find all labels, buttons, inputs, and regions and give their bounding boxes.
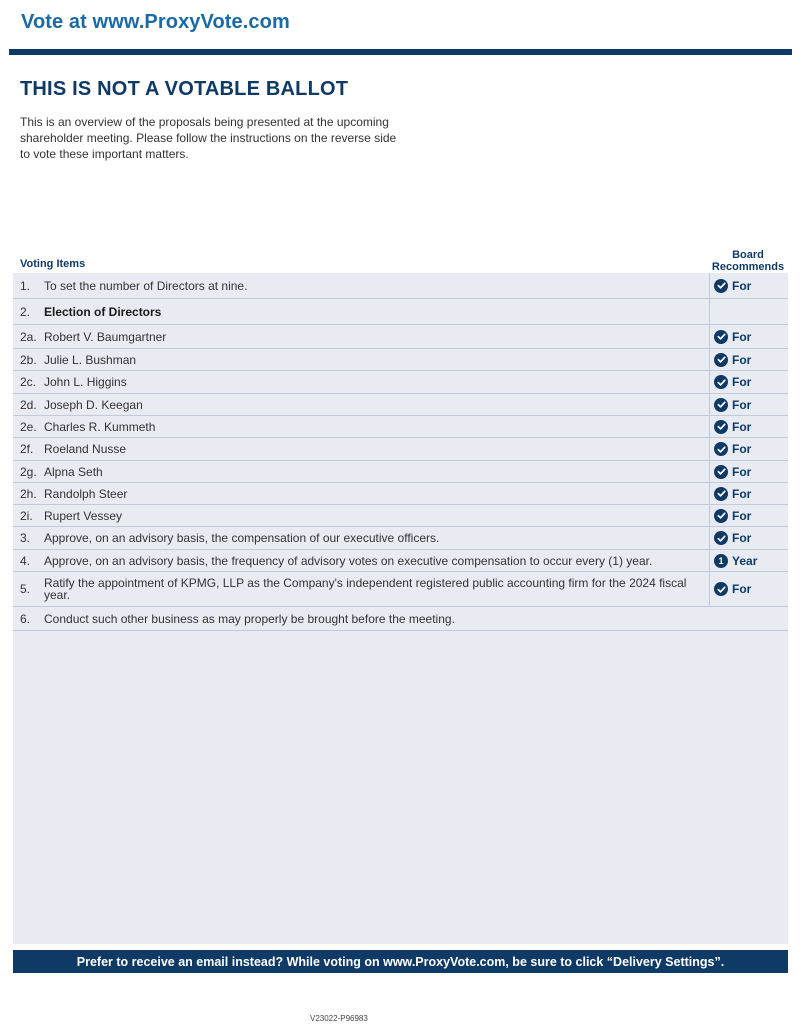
checkmark-icon [714, 442, 728, 456]
voting-item-row [13, 461, 788, 483]
item-number: 2g. [20, 464, 37, 479]
checkmark-icon [714, 509, 728, 523]
board-recommendation [709, 483, 788, 504]
item-number: 2c. [20, 375, 37, 389]
recommendation-label: For [732, 278, 752, 293]
voting-item-row [13, 505, 788, 527]
board-recommendation [709, 550, 788, 571]
item-number: 1. [20, 278, 31, 293]
page-title: THIS IS NOT A VOTABLE BALLOT [20, 78, 349, 100]
voting-item-row [13, 299, 788, 325]
voting-items-table [13, 273, 788, 631]
checkmark-icon [714, 487, 728, 501]
intro-text: This is an overview of the proposals being presented at the upcoming shareholder meeting. Please follow the instructions on the reverse side to vote these important matters. [20, 115, 397, 161]
item-number: 2d. [20, 397, 37, 412]
checkmark-icon [714, 353, 728, 367]
recommendation-label: For [732, 508, 752, 523]
item-text: To set the number of Directors at nine. [44, 278, 248, 293]
board-recommendation [709, 299, 788, 324]
recommendation-label: For [732, 329, 752, 344]
item-number: 2. [20, 304, 31, 319]
voting-item-row [13, 273, 788, 299]
recommendation-label: For [732, 582, 752, 596]
checkmark-icon [714, 420, 728, 434]
recommendation-label: Year [732, 553, 758, 568]
voting-item-row [13, 416, 788, 438]
item-number: 5. [20, 582, 31, 596]
board-recommendation [709, 371, 788, 393]
column-header-voting-items: Voting Items [20, 258, 86, 270]
board-header-line2: Recommends [711, 261, 785, 273]
number-one-icon [714, 554, 728, 568]
recommendation-label: For [732, 352, 752, 367]
recommendation-label: For [732, 375, 752, 389]
recommendation-label: For [732, 442, 752, 456]
header-rule [9, 49, 792, 55]
item-number: 4. [20, 553, 31, 568]
board-recommendation [709, 394, 788, 415]
board-recommendation [709, 349, 788, 370]
item-text: Alpna Seth [44, 464, 103, 479]
item-text: Charles R. Kummeth [44, 419, 156, 434]
board-recommendation [709, 572, 788, 606]
item-number: 2a. [20, 329, 37, 344]
recommendation-label: For [732, 419, 752, 434]
delivery-settings-banner: Prefer to receive an email instead? While voting on www.ProxyVote.com, be sure to click “Delivery Settings”. [13, 950, 788, 973]
item-text: Conduct such other business as may properly be brought before the meeting. [44, 611, 455, 626]
document-code: V23022-P96983 [310, 1014, 368, 1023]
checkmark-icon [714, 330, 728, 344]
item-number: 2f. [20, 442, 34, 456]
voting-item-row [13, 483, 788, 505]
item-text: John L. Higgins [44, 375, 127, 389]
checkmark-icon [714, 279, 728, 293]
item-number: 2e. [20, 419, 37, 434]
checkmark-icon [714, 531, 728, 545]
voting-item-row [13, 572, 788, 607]
item-number: 6. [20, 611, 31, 626]
voting-item-row [13, 438, 788, 461]
voting-item-row [13, 394, 788, 416]
item-text: Robert V. Baumgartner [44, 329, 167, 344]
item-text: Rupert Vessey [44, 508, 123, 523]
voting-item-row [13, 527, 788, 550]
item-text: Ratify the appointment of KPMG, LLP as the Company's independent registered public accounting firm for the 2024 fiscal year. [44, 576, 687, 602]
item-text: Roeland Nusse [44, 442, 127, 456]
recommendation-label: For [732, 464, 752, 479]
voting-item-row [13, 371, 788, 394]
board-header-line1: Board [732, 249, 764, 261]
recommendation-label: For [732, 531, 752, 545]
item-text: Approve, on an advisory basis, the compensation of our executive officers. [44, 531, 440, 545]
item-text: Election of Directors [44, 304, 162, 319]
board-recommendation [709, 416, 788, 437]
recommendation-label: For [732, 397, 752, 412]
checkmark-icon [714, 375, 728, 389]
item-number: 2b. [20, 352, 37, 367]
item-text: Randolph Steer [44, 486, 128, 501]
voting-item-row [13, 349, 788, 371]
board-recommendation [709, 325, 788, 348]
checkmark-icon [714, 398, 728, 412]
item-number: 3. [20, 531, 31, 545]
number-one-glyph: 1 [718, 555, 724, 566]
board-recommendation [709, 273, 788, 298]
voting-item-row [13, 607, 788, 631]
item-text: Julie L. Bushman [44, 352, 137, 367]
proxyvote-link[interactable]: Vote at www.ProxyVote.com [21, 11, 290, 33]
item-number: 2h. [20, 486, 37, 501]
checkmark-icon [714, 465, 728, 479]
board-recommendation [709, 438, 788, 460]
voting-item-row [13, 325, 788, 349]
recommendation-label: For [732, 486, 752, 501]
item-number: 2i. [20, 508, 33, 523]
board-recommendation [709, 527, 788, 549]
item-text: Approve, on an advisory basis, the frequency of advisory votes on executive compensation to occur every (1) year. [44, 553, 653, 568]
voting-item-row [13, 550, 788, 572]
board-recommendation [709, 461, 788, 482]
board-recommendation [709, 505, 788, 526]
checkmark-icon [714, 582, 728, 596]
item-text: Joseph D. Keegan [44, 397, 143, 412]
column-header-board-recommends [708, 249, 788, 273]
